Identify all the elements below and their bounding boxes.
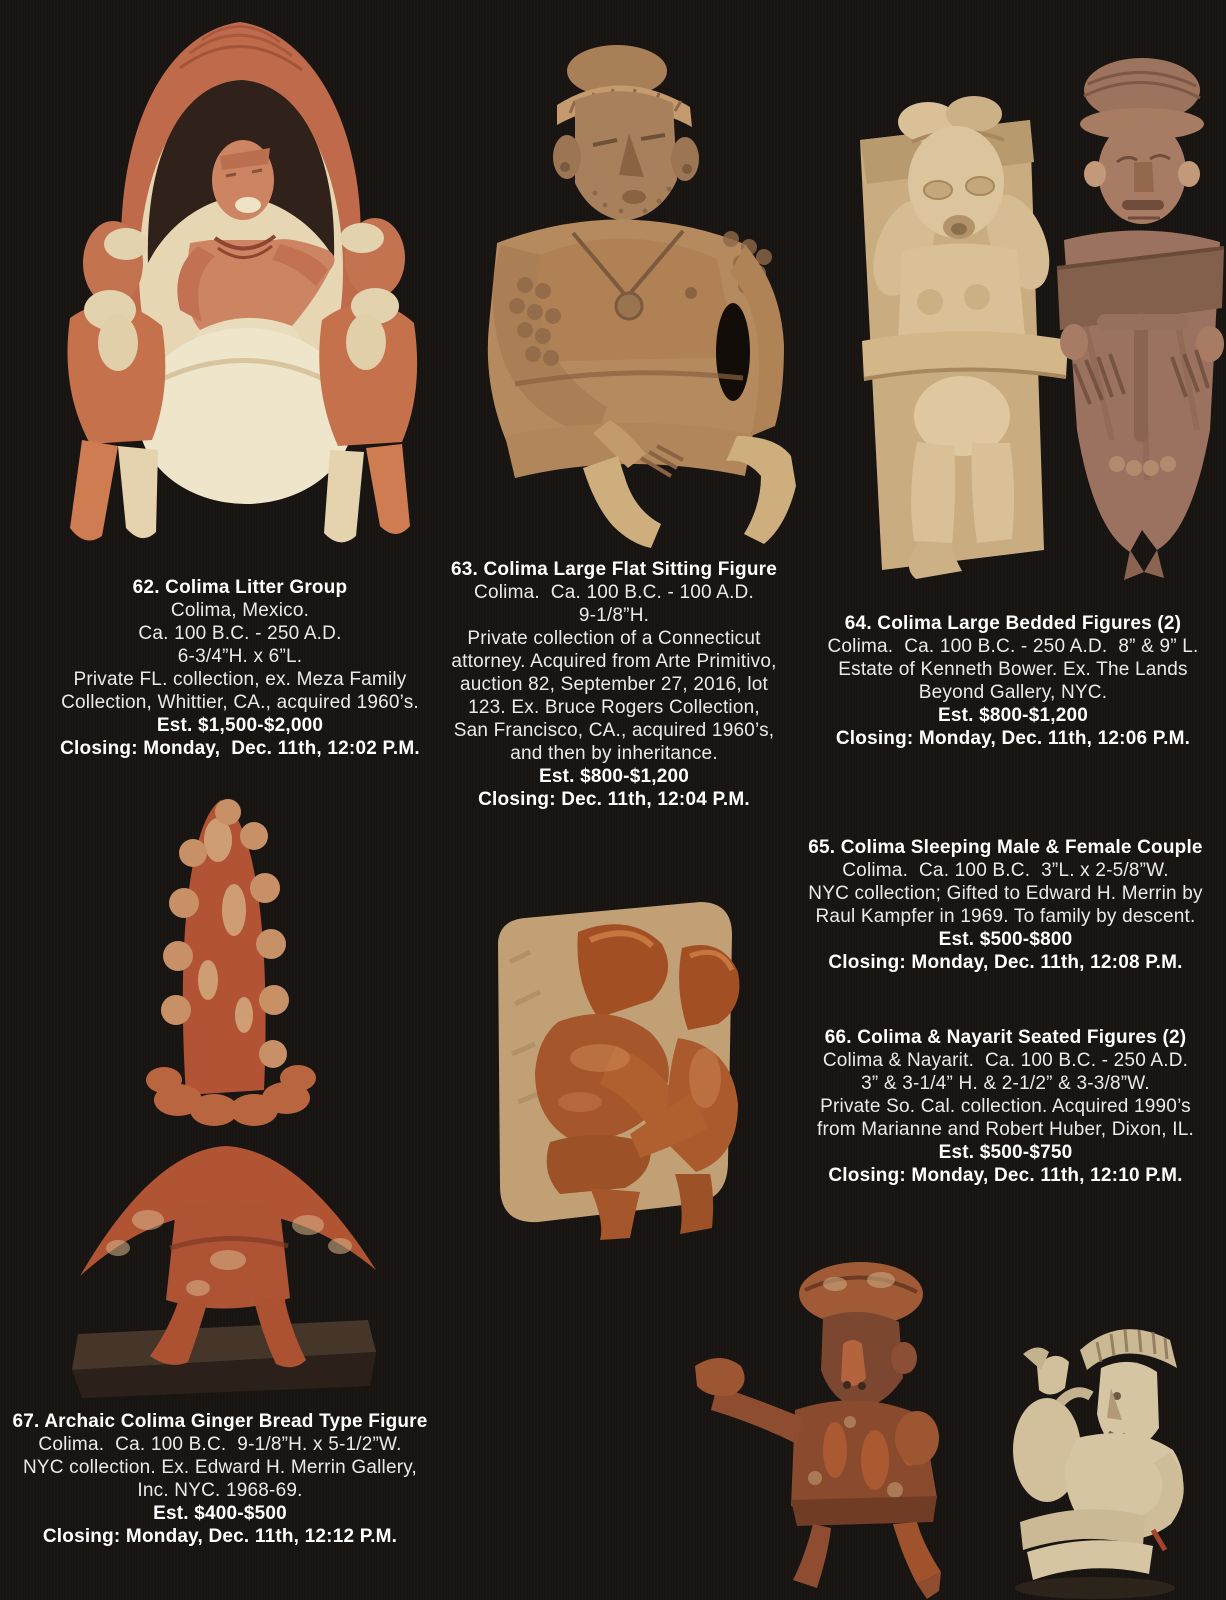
- lot-detail-line: auction 82, September 27, 2016, lot: [459, 674, 769, 695]
- lot-62-closing: Closing: Monday, Dec. 11th, 12:02 P.M.: [60, 738, 420, 759]
- sleeping-couple-illustration: [440, 842, 770, 1242]
- lot-62-title: 62. Colima Litter Group: [132, 577, 348, 598]
- lot-63-listing: [418, 558, 810, 811]
- gingerbread-figure-illustration: [58, 778, 388, 1398]
- lot-65-photo: [440, 842, 770, 1242]
- colima-litter-group-illustration: [30, 8, 450, 553]
- lot-detail-line: Colima. Ca. 100 B.C. 3”L. x 2-5/8”W.: [842, 860, 1169, 881]
- lot-64-estimate: Est. $800-$1,200: [937, 705, 1089, 726]
- lot-64-closing: Closing: Monday, Dec. 11th, 12:06 P.M.: [835, 728, 1191, 749]
- lot-66-details: [785, 1049, 1226, 1141]
- lot-detail-line: Estate of Kenneth Bower. Ex. The Lands: [838, 659, 1188, 680]
- lot-64-listing: [800, 612, 1226, 750]
- lot-detail-line: from Marianne and Robert Huber, Dixon, IL.: [817, 1119, 1194, 1140]
- lot-66-closing: Closing: Monday, Dec. 11th, 12:10 P.M.: [828, 1165, 1183, 1186]
- lot-67-photo: [58, 778, 388, 1398]
- lot-detail-line: 123. Ex. Bruce Rogers Collection,: [468, 697, 760, 718]
- lot-62-listing: [20, 576, 460, 760]
- colima-bedded-figures-illustration: [812, 10, 1226, 602]
- lot-67-listing: [2, 1410, 438, 1548]
- lot-64-photo: [812, 10, 1226, 602]
- lot-67-title: 67. Archaic Colima Ginger Bread Type Figure: [12, 1411, 428, 1432]
- lot-64-details: [800, 635, 1226, 704]
- lot-65-details: [785, 859, 1226, 928]
- lot-detail-line: Beyond Gallery, NYC.: [918, 682, 1108, 703]
- lot-67-details-line-2: NYC collection. Ex. Edward H. Merrin Gallery,: [22, 1457, 418, 1478]
- lot-detail-line: attorney. Acquired from Arte Primitivo,: [451, 651, 777, 672]
- lot-detail-line: Raul Kampfer in 1969. To family by descent.: [815, 906, 1196, 927]
- lot-64-title: 64. Colima Large Bedded Figures (2): [844, 613, 1182, 634]
- lot-63-photo: [445, 5, 800, 550]
- lot-detail-line: Ca. 100 B.C. - 250 A.D.: [138, 623, 342, 644]
- lot-detail-line: Collection, Whittier, CA., acquired 1960’s.: [61, 692, 419, 713]
- lot-66-photo: [665, 1238, 1226, 1600]
- lot-detail-line: Colima. Ca. 100 B.C. - 250 A.D. 8” & 9” L.: [827, 636, 1199, 657]
- lot-66-title: 66. Colima & Nayarit Seated Figures (2): [824, 1027, 1187, 1048]
- lot-62-estimate: Est. $1,500-$2,000: [156, 715, 324, 736]
- lot-67-details-line-3: Inc. NYC. 1968-69.: [137, 1480, 303, 1501]
- lot-detail-line: San Francisco, CA., acquired 1960’s,: [453, 720, 775, 741]
- seated-figures-illustration: [665, 1238, 1226, 1600]
- lot-67-closing: Closing: Monday, Dec. 11th, 12:12 P.M.: [42, 1526, 398, 1547]
- lot-detail-line: Colima, Mexico.: [170, 600, 310, 621]
- lot-63-closing: Closing: Dec. 11th, 12:04 P.M.: [478, 789, 750, 810]
- lot-detail-line: and then by inheritance.: [510, 743, 718, 764]
- lot-detail-line: Private FL. collection, ex. Meza Family: [73, 669, 407, 690]
- colima-sitting-figure-illustration: [445, 5, 800, 550]
- lot-detail-line: 6-3/4”H. x 6”L.: [177, 646, 303, 667]
- lot-62-photo: [30, 8, 450, 553]
- lot-detail-line: 3” & 3-1/4” H. & 2-1/2” & 3-3/8”W.: [861, 1073, 1150, 1094]
- lot-67-estimate: Est. $400-$500: [153, 1503, 287, 1524]
- lot-detail-line: NYC collection; Gifted to Edward H. Merrin by: [808, 883, 1203, 904]
- lot-62-details: [20, 599, 460, 714]
- lot-detail-line: Private So. Cal. collection. Acquired 1990’s: [820, 1096, 1191, 1117]
- lot-63-estimate: Est. $800-$1,200: [538, 766, 690, 787]
- lot-65-closing: Closing: Monday, Dec. 11th, 12:08 P.M.: [828, 952, 1183, 973]
- lot-63-title: 63. Colima Large Flat Sitting Figure: [450, 559, 778, 580]
- lot-66-listing: [785, 1026, 1226, 1187]
- lot-65-listing: [785, 836, 1226, 974]
- lot-63-details: [418, 581, 810, 765]
- lot-67-details-line-1: Colima. Ca. 100 B.C. 9-1/8”H. x 5-1/2”W.: [38, 1434, 402, 1455]
- lot-65-title: 65. Colima Sleeping Male & Female Couple: [808, 837, 1203, 858]
- lot-65-estimate: Est. $500-$800: [938, 929, 1073, 950]
- lot-detail-line: Colima & Nayarit. Ca. 100 B.C. - 250 A.D.: [822, 1050, 1189, 1071]
- lot-66-estimate: Est. $500-$750: [938, 1142, 1073, 1163]
- lot-detail-line: 9-1/8”H.: [578, 605, 650, 626]
- lot-detail-line: Colima. Ca. 100 B.C. - 100 A.D.: [474, 582, 754, 603]
- lot-detail-line: Private collection of a Connecticut: [467, 628, 761, 649]
